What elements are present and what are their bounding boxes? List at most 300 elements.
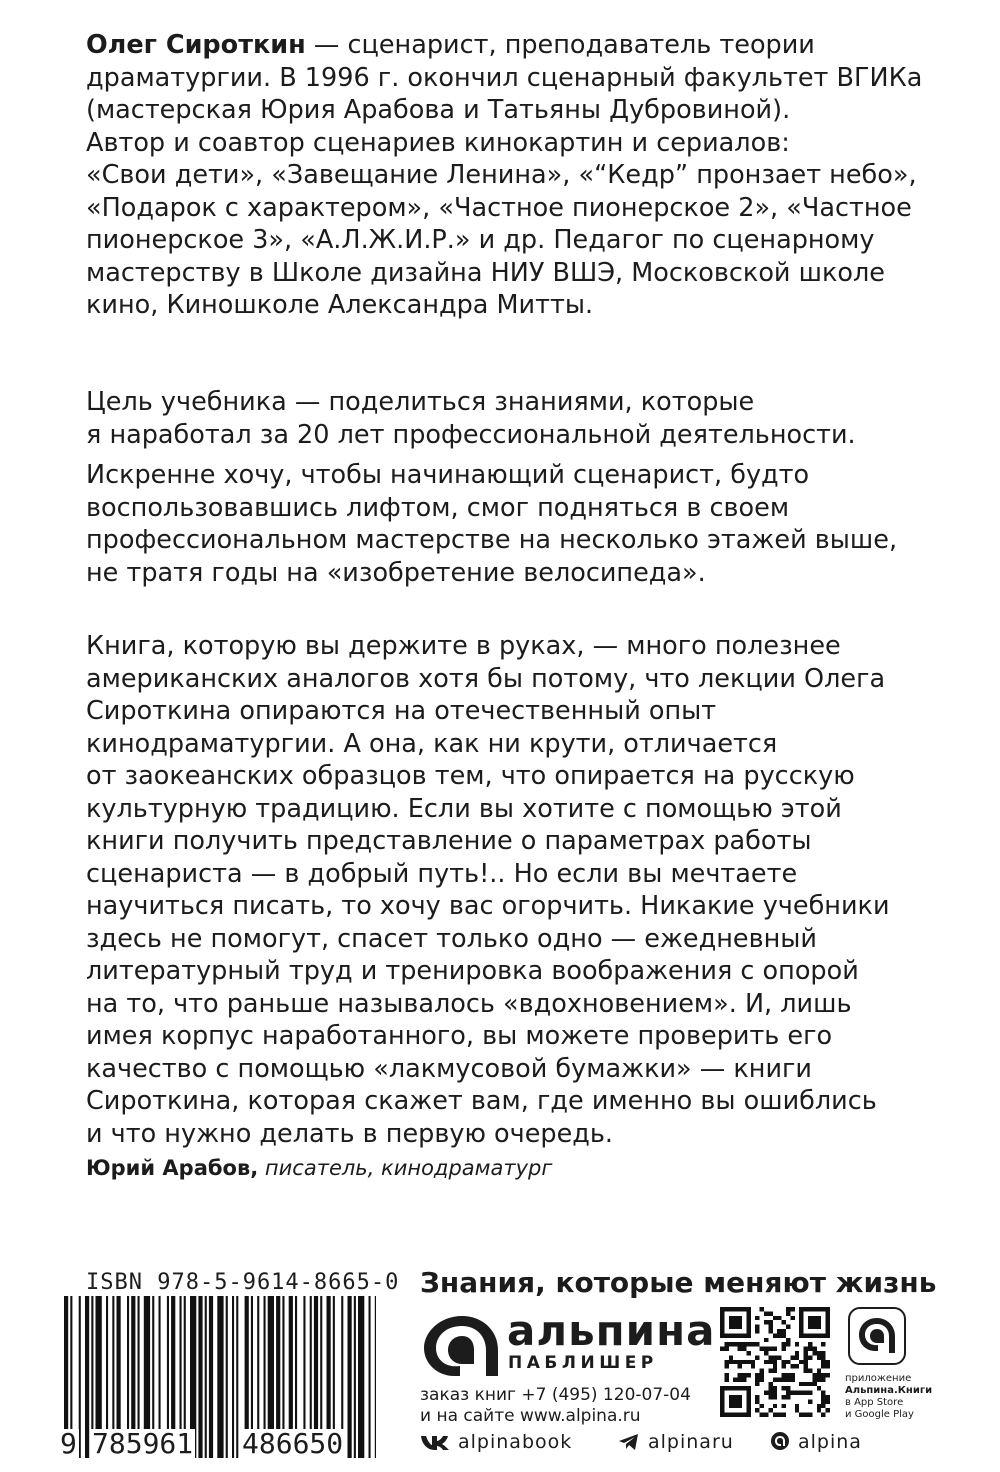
barcode-digits-left: 785961 [92, 1427, 194, 1460]
qr-module [738, 1325, 742, 1329]
qr-module [760, 1373, 764, 1377]
aim-line-2: Искренне хочу, чтобы начинающий сценарист, будто [86, 460, 810, 490]
qr-module [799, 1311, 803, 1315]
qr-module [808, 1342, 812, 1346]
qr-module [786, 1377, 790, 1381]
barcode-bar [85, 1296, 89, 1458]
qr-module [817, 1404, 821, 1408]
qr-module [760, 1307, 764, 1311]
qr-module [782, 1386, 786, 1390]
qr-module [821, 1351, 825, 1355]
qr-module [746, 1329, 750, 1333]
qr-module [742, 1333, 746, 1337]
qr-module [733, 1395, 737, 1399]
qr-module [826, 1320, 830, 1324]
qr-module [764, 1391, 768, 1395]
qr-module [768, 1382, 772, 1386]
qr-module [760, 1347, 764, 1351]
qr-module [764, 1351, 768, 1355]
qr-module [724, 1333, 728, 1337]
quote-line-8: научиться писать, то хочу вас огорчить. Никакие учебники [86, 891, 890, 921]
qr-module [720, 1307, 724, 1311]
qr-module [799, 1316, 803, 1320]
qr-module [738, 1342, 742, 1346]
qr-module [826, 1307, 830, 1311]
qr-module [720, 1391, 724, 1395]
qr-module [786, 1311, 790, 1315]
qr-module [826, 1325, 830, 1329]
qr-module [777, 1413, 781, 1417]
author-name: Олег Сироткин [86, 30, 306, 60]
qr-module [817, 1333, 821, 1337]
qr-module [795, 1404, 799, 1408]
quote-line-12: имея корпус наработанного, вы можете проверить его [86, 1021, 833, 1051]
qr-module [760, 1377, 764, 1381]
qr-module [782, 1395, 786, 1399]
qr-module [808, 1307, 812, 1311]
qr-module [768, 1395, 772, 1399]
qr-module [782, 1364, 786, 1368]
qr-module [773, 1413, 777, 1417]
qr-module [777, 1377, 781, 1381]
qr-module [729, 1399, 733, 1403]
qr-module [777, 1355, 781, 1359]
qr-module [755, 1408, 759, 1412]
publisher-name: альпина [507, 1306, 716, 1355]
qr-module [742, 1360, 746, 1364]
qr-module [786, 1338, 790, 1342]
qr-module [773, 1360, 777, 1364]
qr-module [777, 1333, 781, 1337]
qr-module [821, 1355, 825, 1359]
qr-module [799, 1329, 803, 1333]
qr-module [764, 1320, 768, 1324]
quote-line-10: литературный труд и тренировка воображения с опорой [86, 956, 859, 986]
qr-module [733, 1386, 737, 1390]
barcode-bar [348, 1296, 352, 1458]
qr-module [729, 1320, 733, 1324]
qr-module [808, 1316, 812, 1320]
quote-line-3: кинодраматургии. А она, как ни крути, отличается [86, 728, 778, 759]
qr-module [812, 1351, 816, 1355]
telegram-handle: alpinaru [648, 1431, 734, 1453]
quote-line-2: Сироткина опираются на отечественный опыт [86, 696, 717, 726]
qr-module [760, 1369, 764, 1373]
qr-module [773, 1316, 777, 1320]
qr-module [782, 1404, 786, 1408]
barcode-bar [198, 1296, 202, 1458]
qr-module [773, 1386, 777, 1390]
qr-module [746, 1316, 750, 1320]
qr-module [804, 1382, 808, 1386]
qr-module [786, 1386, 790, 1390]
qr-module [826, 1329, 830, 1333]
qr-module [795, 1364, 799, 1368]
qr-module [804, 1413, 808, 1417]
qr-module [729, 1307, 733, 1311]
qr-module [746, 1404, 750, 1408]
barcode-bar [369, 1296, 371, 1458]
qr-module [738, 1373, 742, 1377]
qr-module [804, 1347, 808, 1351]
qr-module [720, 1311, 724, 1315]
qr-module [720, 1404, 724, 1408]
qr-module [720, 1329, 724, 1333]
qr-module [755, 1399, 759, 1403]
qr-module [790, 1364, 794, 1368]
qr-module [826, 1395, 830, 1399]
qr-module [808, 1399, 812, 1403]
qr-module [768, 1320, 772, 1324]
qr-module [799, 1333, 803, 1337]
qr-module [729, 1355, 733, 1359]
qr-module [738, 1333, 742, 1337]
barcode-bar [79, 1296, 81, 1458]
qr-module [733, 1377, 737, 1381]
qr-module [773, 1333, 777, 1337]
qr-module [786, 1391, 790, 1395]
qr-module [764, 1338, 768, 1342]
qr-module [817, 1320, 821, 1324]
qr-module [808, 1391, 812, 1395]
qr-module [782, 1347, 786, 1351]
qr-module [821, 1391, 825, 1395]
qr-module [729, 1386, 733, 1390]
qr-module [720, 1320, 724, 1324]
qr-module [790, 1307, 794, 1311]
qr-module [821, 1373, 825, 1377]
qr-module [799, 1413, 803, 1417]
qr-module [795, 1351, 799, 1355]
quote-line-11: на то, что раньше называлось «вдохновением». И, лишь [86, 988, 852, 1019]
bio-line-5: «Подарок с характером», «Частное пионерское 2», «Частное [86, 192, 912, 223]
qr-module [729, 1325, 733, 1329]
app-caption-line-3: и Google Play [845, 1409, 914, 1420]
qr-module [782, 1360, 786, 1364]
barcode-bar [232, 1296, 234, 1458]
qr-module [790, 1391, 794, 1395]
qr-module [786, 1325, 790, 1329]
signature-role: писатель, кинодраматург [258, 1156, 553, 1180]
qr-module [733, 1360, 737, 1364]
qr-module [755, 1325, 759, 1329]
qr-module [742, 1342, 746, 1346]
qr-module [755, 1395, 759, 1399]
qr-module [782, 1377, 786, 1381]
qr-module [821, 1307, 825, 1311]
qr-module [724, 1413, 728, 1417]
qr-module [738, 1347, 742, 1351]
qr-module [738, 1320, 742, 1324]
qr-module [720, 1386, 724, 1390]
qr-module [738, 1307, 742, 1311]
qr-module [768, 1325, 772, 1329]
qr-module [746, 1351, 750, 1355]
qr-module [817, 1307, 821, 1311]
qr-module [768, 1360, 772, 1364]
qr-module [782, 1373, 786, 1377]
qr-module [773, 1377, 777, 1381]
qr-module [804, 1391, 808, 1395]
qr-module [742, 1377, 746, 1381]
quote-line-14: Сироткина, которая скажет вам, где именно вы ошиблись [86, 1086, 877, 1116]
qr-module [738, 1395, 742, 1399]
quote-line-7: сценариста — в добрый путь!.. Но если вы мечтаете [86, 858, 798, 889]
qr-module [733, 1333, 737, 1337]
qr-module [782, 1329, 786, 1333]
qr-module [720, 1325, 724, 1329]
qr-module [720, 1399, 724, 1403]
qr-module [729, 1413, 733, 1417]
qr-module [746, 1325, 750, 1329]
qr-module [746, 1395, 750, 1399]
qr-module [826, 1360, 830, 1364]
qr-module [795, 1408, 799, 1412]
qr-module [799, 1307, 803, 1311]
qr-module [817, 1325, 821, 1329]
qr-module [804, 1307, 808, 1311]
qr-module [742, 1386, 746, 1390]
qr-module [746, 1320, 750, 1324]
qr-module [826, 1333, 830, 1337]
qr-module [729, 1360, 733, 1364]
qr-module [826, 1316, 830, 1320]
qr-module [808, 1333, 812, 1337]
qr-code [720, 1307, 830, 1417]
qr-module [746, 1408, 750, 1412]
qr-module [804, 1369, 808, 1373]
vk-handle: alpinabook [458, 1431, 573, 1453]
barcode-bar [375, 1296, 376, 1458]
qr-module [786, 1395, 790, 1399]
qr-module [826, 1373, 830, 1377]
qr-module [817, 1377, 821, 1381]
qr-module [786, 1360, 790, 1364]
bio-line-8: кино, Киношколе Александра Митты. [86, 290, 594, 320]
qr-module [746, 1386, 750, 1390]
qr-module [821, 1342, 825, 1346]
qr-module [768, 1355, 772, 1359]
qr-module [790, 1377, 794, 1381]
qr-module [799, 1391, 803, 1395]
author-bio [86, 29, 923, 322]
qr-module [773, 1347, 777, 1351]
qr-module [733, 1320, 737, 1324]
qr-module [773, 1369, 777, 1373]
social-vk[interactable] [420, 1431, 572, 1453]
qr-module [738, 1399, 742, 1403]
qr-module [764, 1347, 768, 1351]
qr-module [751, 1364, 755, 1368]
qr-module [746, 1413, 750, 1417]
qr-module [782, 1320, 786, 1324]
qr-module [812, 1347, 816, 1351]
qr-module [817, 1369, 821, 1373]
qr-module [808, 1369, 812, 1373]
qr-module [720, 1408, 724, 1412]
qr-module [738, 1316, 742, 1320]
bio-line-0: Олег Сироткин — сценарист, преподаватель теории [86, 30, 815, 60]
qr-module [804, 1355, 808, 1359]
qr-module [768, 1329, 772, 1333]
qr-module [799, 1360, 803, 1364]
qr-module [751, 1360, 755, 1364]
qr-module [733, 1399, 737, 1403]
qr-module [724, 1360, 728, 1364]
bio-line-2: (мастерская Юрия Арабова и Татьяны Дубровиной). [86, 95, 791, 125]
qr-module [812, 1377, 816, 1381]
qr-module [755, 1377, 759, 1381]
qr-module [821, 1364, 825, 1368]
qr-module [790, 1316, 794, 1320]
app-icon [848, 1307, 906, 1365]
qr-module [799, 1382, 803, 1386]
qr-module [790, 1373, 794, 1377]
bio-line-6: пионерское 3», «А.Л.Ж.И.Р.» и др. Педагог по сценарному [86, 225, 875, 255]
quote-line-0: Книга, которую вы держите в руках, — много полезнее [86, 631, 841, 661]
qr-module [790, 1355, 794, 1359]
qr-module [751, 1342, 755, 1346]
quote-line-9: здесь не помогут, спасет только одно — ежедневный [86, 923, 818, 954]
alpina-mini-icon [770, 1431, 790, 1451]
barcode-bar [217, 1296, 223, 1458]
order-phone: заказ книг +7 (495) 120-07-04 [420, 1385, 691, 1405]
qr-module [729, 1404, 733, 1408]
qr-module [821, 1395, 825, 1399]
barcode-bar [226, 1296, 228, 1458]
quote-line-4: от заокеанских образцов тем, что опирается на русскую [86, 761, 855, 791]
quote-line-6: книги получить представление о параметрах работы [86, 826, 812, 856]
qr-module [724, 1307, 728, 1311]
aim-line-4: профессиональном мастерстве на несколько этажей выше, [86, 525, 898, 555]
qr-module [764, 1311, 768, 1315]
qr-module [808, 1413, 812, 1417]
vk-icon [420, 1435, 450, 1451]
qr-module [826, 1364, 830, 1368]
qr-module [821, 1333, 825, 1337]
qr-module [812, 1373, 816, 1377]
qr-module [782, 1342, 786, 1346]
qr-module [777, 1316, 781, 1320]
qr-module [733, 1404, 737, 1408]
bio-line-1: драматургии. В 1996 г. окончил сценарный факультет ВГИКа [86, 62, 923, 93]
qr-module [812, 1333, 816, 1337]
qr-module [786, 1373, 790, 1377]
qr-module [812, 1316, 816, 1320]
barcode-bar [236, 1296, 238, 1458]
qr-module [768, 1408, 772, 1412]
qr-module [724, 1347, 728, 1351]
qr-module [746, 1360, 750, 1364]
qr-module [812, 1307, 816, 1311]
barcode-bar [354, 1296, 356, 1458]
qr-module [738, 1377, 742, 1381]
qr-module [720, 1316, 724, 1320]
qr-module [724, 1377, 728, 1381]
app-caption-line-1: Альпина.Книги [845, 1385, 933, 1396]
qr-module [826, 1399, 830, 1403]
qr-module [742, 1413, 746, 1417]
quote-line-1: американских аналогов хотя бы потому, что лекции Олега [86, 663, 886, 694]
aim-line-3: воспользовавшись лифтом, смог подняться в своем [86, 492, 790, 523]
qr-module [742, 1373, 746, 1377]
qr-module [817, 1351, 821, 1355]
barcode-bar [358, 1296, 364, 1458]
qr-module [738, 1413, 742, 1417]
telegram-icon [618, 1433, 640, 1451]
qr-module [729, 1395, 733, 1399]
qr-module [799, 1325, 803, 1329]
book-aim [86, 386, 906, 589]
qr-module [804, 1360, 808, 1364]
aim-line-5: не тратя годы на «изобретение велосипеда». [86, 557, 706, 588]
qr-module [773, 1391, 777, 1395]
qr-module [773, 1355, 777, 1359]
publisher-slogan: Знания, которые меняют жизнь [420, 1266, 937, 1299]
qr-module [724, 1342, 728, 1346]
qr-module [795, 1391, 799, 1395]
social-telegram[interactable] [618, 1431, 734, 1453]
qr-module [720, 1413, 724, 1417]
publisher-subname: ПАБЛИШЕР [508, 1353, 658, 1373]
qr-module [808, 1347, 812, 1351]
qr-module [821, 1377, 825, 1381]
barcode-bar [209, 1296, 213, 1458]
qr-module [755, 1355, 759, 1359]
qr-module [808, 1325, 812, 1329]
qr-module [782, 1333, 786, 1337]
qr-module [742, 1347, 746, 1351]
alpina-handle: alpina [798, 1431, 862, 1453]
qr-module [817, 1408, 821, 1412]
qr-module [729, 1342, 733, 1346]
review-quote [86, 630, 906, 1150]
qr-module [821, 1399, 825, 1403]
qr-module [746, 1391, 750, 1395]
qr-module [733, 1342, 737, 1346]
qr-module [804, 1351, 808, 1355]
signature-name: Юрий Арабов, [86, 1156, 259, 1180]
qr-module [720, 1347, 724, 1351]
qr-module [738, 1360, 742, 1364]
qr-module [742, 1307, 746, 1311]
qr-module [777, 1329, 781, 1333]
qr-module [826, 1408, 830, 1412]
quote-line-5: культурную традицию. Если вы хотите с помощью этой [86, 793, 842, 824]
quote-line-15: и что нужно делать в первую очередь. [86, 1118, 614, 1149]
qr-module [738, 1386, 742, 1390]
isbn-label: ISBN 978-5-9614-8665-0 [86, 1270, 400, 1295]
qr-module [729, 1333, 733, 1337]
qr-module [768, 1311, 772, 1315]
qr-module [773, 1404, 777, 1408]
qr-module [746, 1373, 750, 1377]
qr-module [768, 1369, 772, 1373]
qr-module [755, 1373, 759, 1377]
qr-module [733, 1325, 737, 1329]
qr-module [738, 1404, 742, 1408]
qr-module [812, 1320, 816, 1324]
social-alpina[interactable] [770, 1431, 862, 1453]
qr-module [760, 1413, 764, 1417]
qr-module [773, 1395, 777, 1399]
barcode-bar [205, 1296, 207, 1458]
aim-line-1: я наработал за 20 лет профессиональной деятельности. [86, 419, 856, 450]
qr-module [746, 1399, 750, 1403]
qr-module [768, 1391, 772, 1395]
qr-module [808, 1355, 812, 1359]
bio-line-7: мастерству в Школе дизайна НИУ ВШЭ, Московской школе [86, 257, 885, 288]
